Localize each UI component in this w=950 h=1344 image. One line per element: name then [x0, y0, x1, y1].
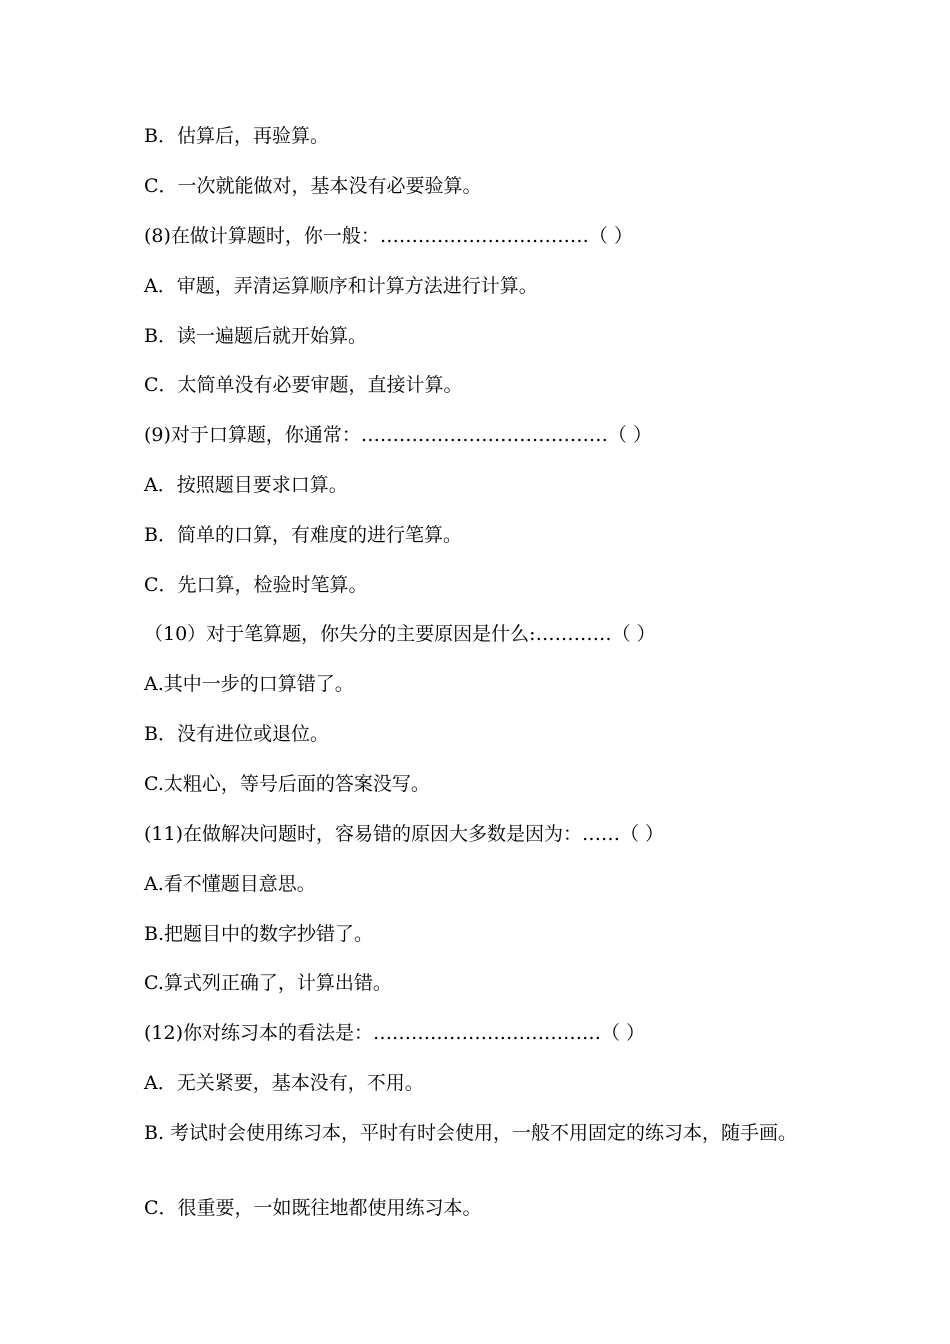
question-8: (8)在做计算题时，你一般：……………………………（ ） [144, 225, 633, 247]
option-11a: A.看不懂题目意思。 [144, 873, 316, 895]
option-10a: A.其中一步的口算错了。 [144, 673, 354, 695]
option-8a: A．审题，弄清运算顺序和计算方法进行计算。 [144, 275, 538, 297]
option-8b: B．读一遍题后就开始算。 [144, 325, 367, 347]
option-12a: A．无关紧要，基本没有，不用。 [144, 1072, 424, 1094]
question-11: (11)在做解决问题时，容易错的原因大多数是因为：……（ ） [144, 823, 665, 845]
question-9: (9)对于口算题，你通常：…………………………………（ ） [144, 424, 652, 446]
option-9c: C．先口算，检验时笔算。 [144, 574, 368, 596]
option-12b: B. 考试时会使用练习本，平时有时会使用，一般不用固定的练习本，随手画。 [144, 1122, 798, 1144]
option-7b: B．估算后，再验算。 [144, 125, 329, 147]
option-10c: C.太粗心，等号后面的答案没写。 [144, 773, 430, 795]
option-7c: C．一次就能做对，基本没有必要验算。 [144, 175, 482, 197]
option-9b: B．简单的口算，有难度的进行笔算。 [144, 524, 462, 546]
question-10: （10）对于笔算题，你失分的主要原因是什么:…………（ ） [144, 623, 656, 645]
option-11b: B.把题目中的数字抄错了。 [144, 923, 374, 945]
option-11c: C.算式列正确了，计算出错。 [144, 972, 392, 994]
option-8c: C．太简单没有必要审题，直接计算。 [144, 374, 463, 396]
option-9a: A．按照题目要求口算。 [144, 474, 348, 496]
question-12: (12)你对练习本的看法是：………………………………（ ） [144, 1022, 646, 1044]
option-12c: C．很重要，一如既往地都使用练习本。 [144, 1197, 482, 1219]
option-10b: B．没有进位或退位。 [144, 723, 329, 745]
